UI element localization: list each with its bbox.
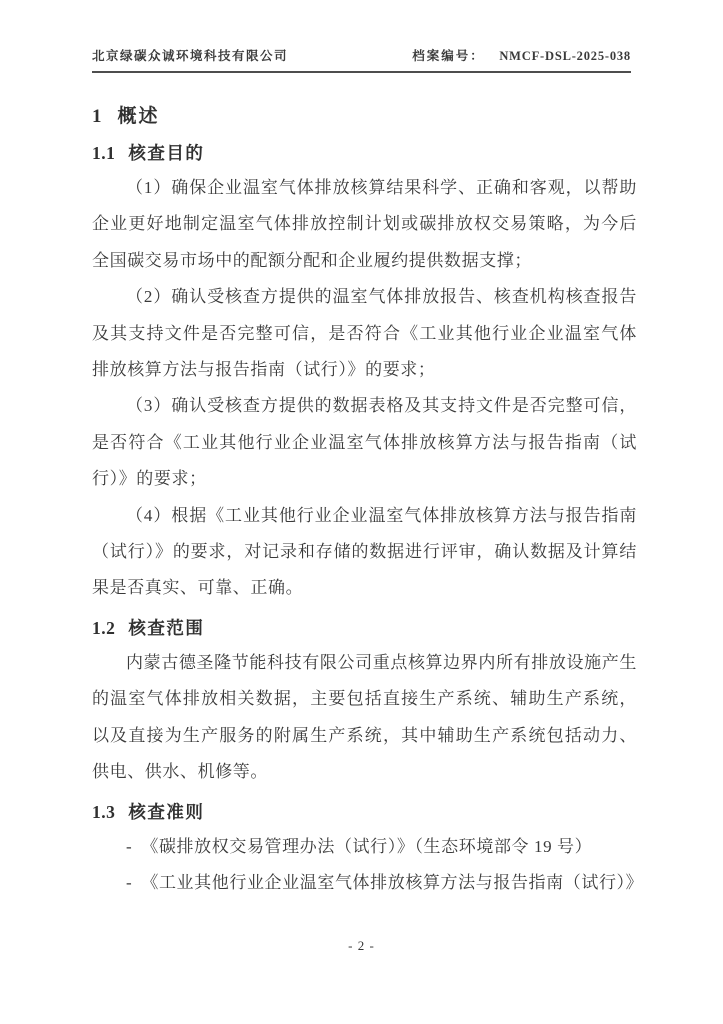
subsection-number: 1.3 (92, 801, 116, 822)
subsection-heading-verification-criteria (92, 797, 637, 827)
file-number-label: 档案编号： (412, 49, 485, 63)
section-number: 1 (92, 106, 102, 127)
subsection-title: 核查范围 (128, 617, 205, 638)
paragraph-purpose-2: （2）确认受核查方提供的温室气体排放报告、核查机构核查报告及其支持文件是否完整可信，是否符合《工业其他行业企业温室气体排放核算方法与报告指南（试行）》的要求； (92, 287, 637, 380)
criteria-list-item-2: - 《工业其他行业企业温室气体排放核算方法与报告指南（试行）》 (126, 872, 644, 892)
paragraph-purpose-4: （4）根据《工业其他行业企业温室气体排放核算方法与报告指南（试行）》的要求，对记录和存储的数据进行评审，确认数据及计算结果是否真实、可靠、正确。 (92, 505, 637, 598)
paragraph-scope: 内蒙古德圣隆节能科技有限公司重点核算边界内所有排放设施产生的温室气体排放相关数据，主要包括直接生产系统、辅助生产系统，以及直接为生产服务的附属生产系统，其中辅助生产系统包括动力、供电、供水、机修等。 (92, 652, 637, 782)
subsection-number: 1.1 (92, 143, 116, 163)
paragraph-purpose-3: （3）确认受核查方提供的数据表格及其支持文件是否完整可信，是否符合《工业其他行业企业温室气体排放核算方法与报告指南（试行）》的要求； (92, 396, 637, 489)
paragraph-purpose-1: （1）确保企业温室气体排放核算结果科学、正确和客观，以帮助企业更好地制定温室气体排放控制计划或碳排放权交易策略，为今后全国碳交易市场中的配额分配和企业履约提供数据支撑； (92, 178, 637, 270)
header-file-number (412, 46, 631, 64)
subsection-title: 核查准则 (128, 801, 205, 822)
section-title: 概述 (117, 106, 160, 127)
subsection-heading-verification-purpose (92, 138, 637, 168)
section-heading-overview (92, 102, 637, 132)
page-header (92, 46, 631, 73)
file-number-value: NMCF-DSL-2025-038 (499, 49, 631, 63)
criteria-list-item-1: - 《碳排放权交易管理办法（试行）》（生态环境部令 19 号） (126, 836, 593, 856)
page-number: - 2 - (348, 938, 375, 953)
subsection-title: 核查目的 (128, 143, 205, 163)
subsection-number: 1.2 (92, 617, 116, 638)
page-footer (0, 938, 723, 954)
document-body (92, 94, 644, 901)
subsection-heading-verification-scope (92, 613, 637, 643)
header-company-name: 北京绿碳众诚环境科技有限公司 (92, 49, 289, 63)
